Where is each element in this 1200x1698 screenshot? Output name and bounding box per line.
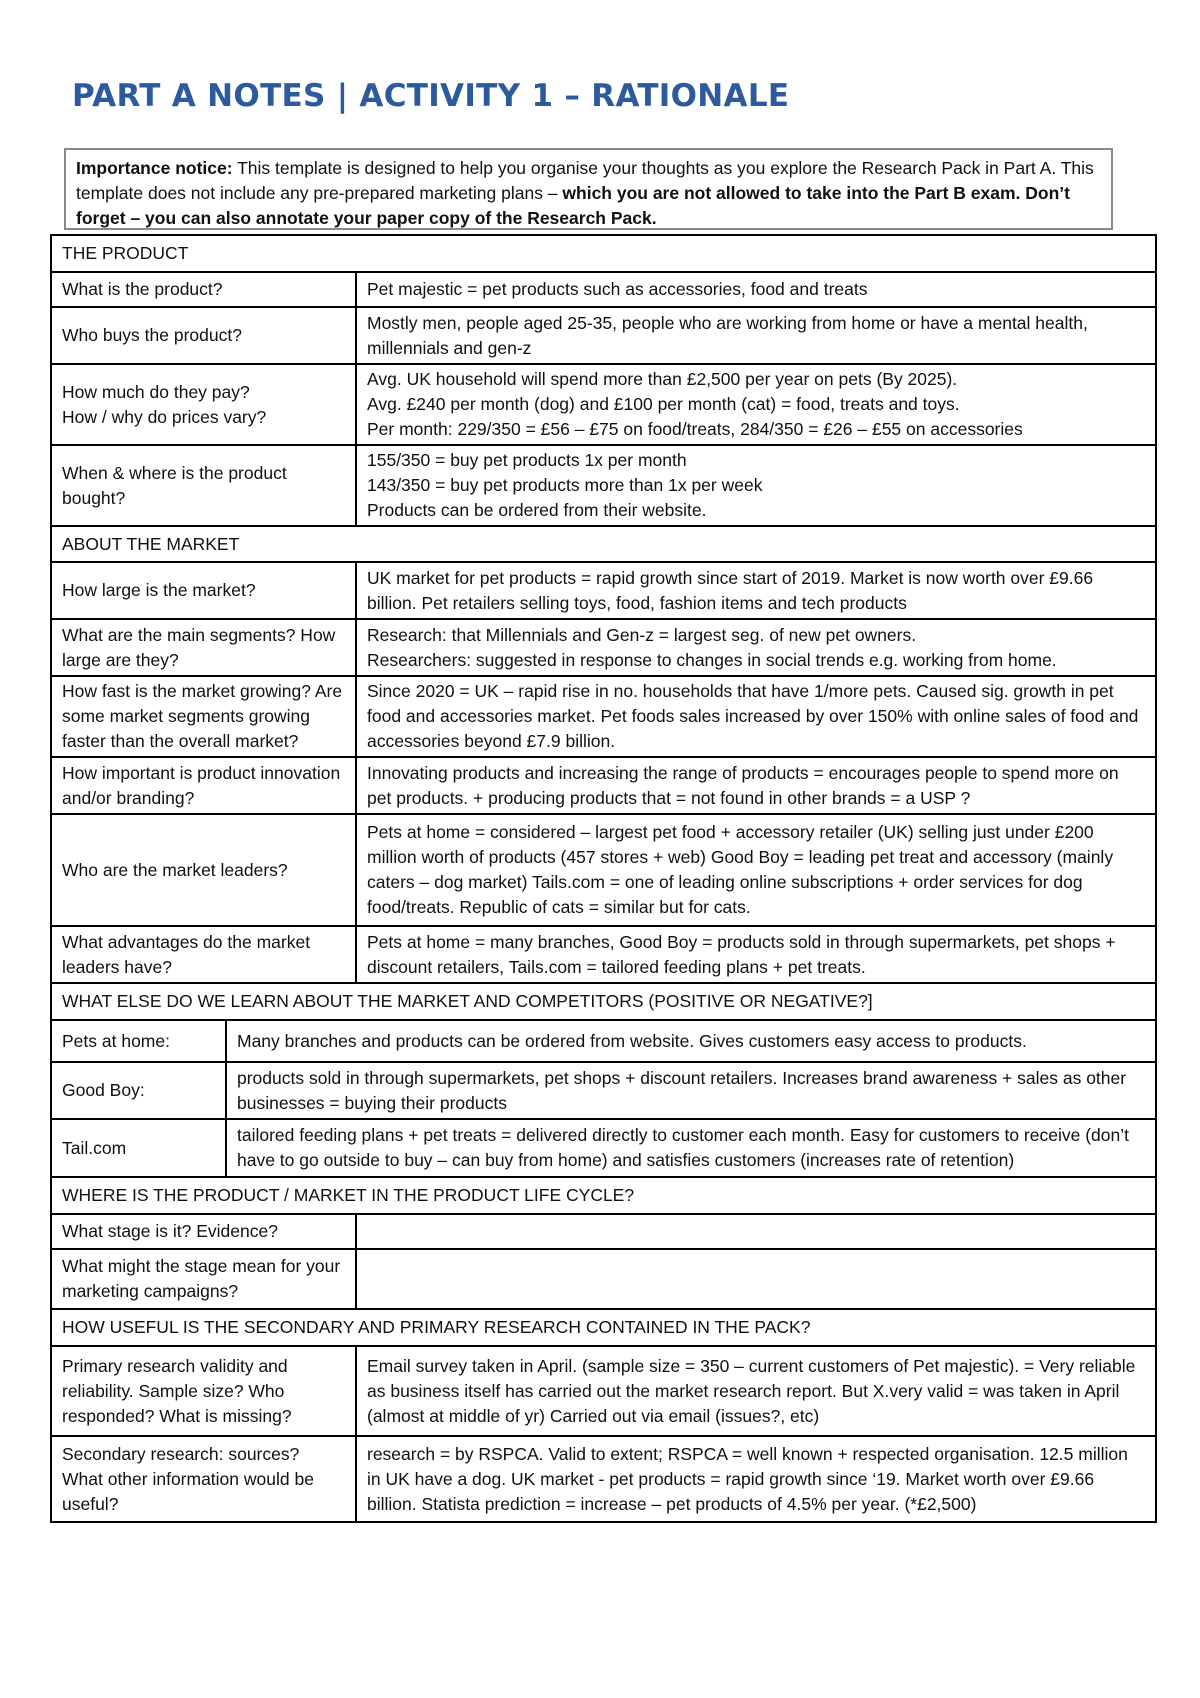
table-row xyxy=(51,676,1156,757)
section-row xyxy=(51,983,1156,1020)
table-row xyxy=(51,757,1156,814)
notice-text: This template is designed to help you organise your thoughts as you explore the Research Pack in Part A. This template does not include any pre-prepared marketing plans – xyxy=(76,158,1094,203)
section-row xyxy=(51,526,1156,562)
competitors-container xyxy=(51,1020,1156,1177)
competitor-notes[interactable]: tailored feeding plans + pet treats = delivered directly to customer each month. Easy for customers to receive (don’t have to go outside to buy – can buy from home) and satisfies customers (increases rate of retention) xyxy=(226,1119,1155,1176)
table-row xyxy=(52,1119,1155,1176)
table-row xyxy=(51,307,1156,364)
table-row xyxy=(51,445,1156,526)
competitor-name: Good Boy: xyxy=(52,1062,226,1119)
competitors-row xyxy=(51,1020,1156,1177)
table-row xyxy=(51,1214,1156,1249)
question-cell: What stage is it? Evidence? xyxy=(51,1214,356,1249)
section-heading-competitors: WHAT ELSE DO WE LEARN ABOUT THE MARKET AND COMPETITORS (POSITIVE OR NEGATIVE?] xyxy=(51,983,1156,1020)
question-cell: Who buys the product? xyxy=(51,307,356,364)
answer-cell[interactable]: Mostly men, people aged 25-35, people who are working from home or have a mental health, millennials and gen-z xyxy=(356,307,1156,364)
question-cell: Who are the market leaders? xyxy=(51,814,356,926)
question-cell: When & where is the product bought? xyxy=(51,445,356,526)
table-row xyxy=(51,1346,1156,1436)
section-row xyxy=(51,1309,1156,1346)
notice-bold-text: which you are not allowed to take into the Part B exam. Don’t forget – you can also annotate your paper copy of the Research Pack. xyxy=(76,183,1070,228)
question-cell: What might the stage mean for your marketing campaigns? xyxy=(51,1249,356,1309)
table-row xyxy=(51,926,1156,983)
answer-cell[interactable]: Innovating products and increasing the range of products = encourages people to spend more on pet products. + producing products that = not found in other brands = a USP ? xyxy=(356,757,1156,814)
answer-cell[interactable]: UK market for pet products = rapid growth since start of 2019. Market is now worth over £9.66 billion. Pet retailers selling toys, food, fashion items and tech products xyxy=(356,562,1156,619)
section-heading-research: HOW USEFUL IS THE SECONDARY AND PRIMARY RESEARCH CONTAINED IN THE PACK? xyxy=(51,1309,1156,1346)
notes-table xyxy=(50,234,1157,1523)
notice-label: Importance notice: xyxy=(76,158,233,178)
question-cell: What advantages do the market leaders have? xyxy=(51,926,356,983)
answer-cell[interactable]: Pets at home = considered – largest pet food + accessory retailer (UK) selling just under £200 million worth of products (457 stores + web) Good Boy = leading pet treat and accessory (mainly caters – dog market) Tails.com = one of leading online subscriptions + order services for dog food/treats. Republic of cats = similar but for cats. xyxy=(356,814,1156,926)
page-title: PART A NOTES | ACTIVITY 1 – RATIONALE xyxy=(72,78,790,114)
table-row xyxy=(51,562,1156,619)
answer-cell-empty[interactable] xyxy=(356,1249,1156,1309)
question-cell: How important is product innovation and/or branding? xyxy=(51,757,356,814)
competitor-notes[interactable]: products sold in through supermarkets, pet shops + discount retailers. Increases brand awareness + sales as other businesses = buying their products xyxy=(226,1062,1155,1119)
question-cell: What are the main segments? How large are they? xyxy=(51,619,356,676)
answer-cell[interactable]: Avg. UK household will spend more than £2,500 per year on pets (By 2025). Avg. £240 per month (dog) and £100 per month (cat) = food, treats and toys. Per month: 229/350 = £56 – £75 on food/treats, 284/350 = £26 – £55 on accessories xyxy=(356,364,1156,445)
question-cell: Primary research validity and reliability. Sample size? Who responded? What is missing? xyxy=(51,1346,356,1436)
table-row xyxy=(51,814,1156,926)
answer-cell[interactable]: research = by RSPCA. Valid to extent; RSPCA = well known + respected organisation. 12.5 million in UK have a dog. UK market - pet products = rapid growth since ‘19. Market worth over £9.66 billion. Statista prediction = increase – pet products of 4.5% per year. (*£2,500) xyxy=(356,1436,1156,1522)
answer-cell[interactable]: Since 2020 = UK – rapid rise in no. households that have 1/more pets. Caused sig. growth in pet food and accessories market. Pet foods sales increased by over 150% with online sales of food and accessories beyond £7.9 billion. xyxy=(356,676,1156,757)
table-row xyxy=(51,1436,1156,1522)
question-cell: How large is the market? xyxy=(51,562,356,619)
competitor-notes[interactable]: Many branches and products can be ordered from website. Gives customers easy access to products. xyxy=(237,1030,1027,1051)
table-row xyxy=(51,272,1156,307)
table-row xyxy=(51,1249,1156,1309)
section-heading-lifecycle: WHERE IS THE PRODUCT / MARKET IN THE PRODUCT LIFE CYCLE? xyxy=(51,1177,1156,1214)
table-row xyxy=(52,1062,1155,1119)
competitor-name: Pets at home: xyxy=(52,1021,226,1062)
answer-cell-empty[interactable] xyxy=(356,1214,1156,1249)
importance-notice xyxy=(64,148,1113,230)
question-cell: How fast is the market growing? Are some market segments growing faster than the overall market? xyxy=(51,676,356,757)
answer-cell[interactable]: Pets at home = many branches, Good Boy = products sold in through supermarkets, pet shops + discount retailers, Tails.com = tailored feeding plans + pet treats. xyxy=(356,926,1156,983)
competitors-table xyxy=(52,1021,1155,1176)
question-cell: Secondary research: sources? What other information would be useful? xyxy=(51,1436,356,1522)
section-heading-product: THE PRODUCT xyxy=(51,235,1156,272)
table-row xyxy=(51,364,1156,445)
answer-cell[interactable]: 155/350 = buy pet products 1x per month 143/350 = buy pet products more than 1x per week Products can be ordered from their website. xyxy=(356,445,1156,526)
competitor-name: Tail.com xyxy=(52,1119,226,1176)
question-cell: What is the product? xyxy=(51,272,356,307)
section-row xyxy=(51,1177,1156,1214)
answer-cell[interactable]: Research: that Millennials and Gen-z = largest seg. of new pet owners. Researchers: suggested in response to changes in social trends e.g. working from home. xyxy=(356,619,1156,676)
section-row xyxy=(51,235,1156,272)
answer-cell[interactable]: Email survey taken in April. (sample size = 350 – current customers of Pet majestic). = Very reliable as business itself has carried out the market research report. But X.very valid = was taken in April (almost at middle of yr) Carried out via email (issues?, etc) xyxy=(356,1346,1156,1436)
question-cell: How much do they pay? How / why do prices vary? xyxy=(51,364,356,445)
table-row xyxy=(52,1021,1155,1062)
answer-cell[interactable]: Pet majestic = pet products such as accessories, food and treats xyxy=(356,272,1156,307)
section-heading-market: ABOUT THE MARKET xyxy=(51,526,1156,562)
table-row xyxy=(51,619,1156,676)
